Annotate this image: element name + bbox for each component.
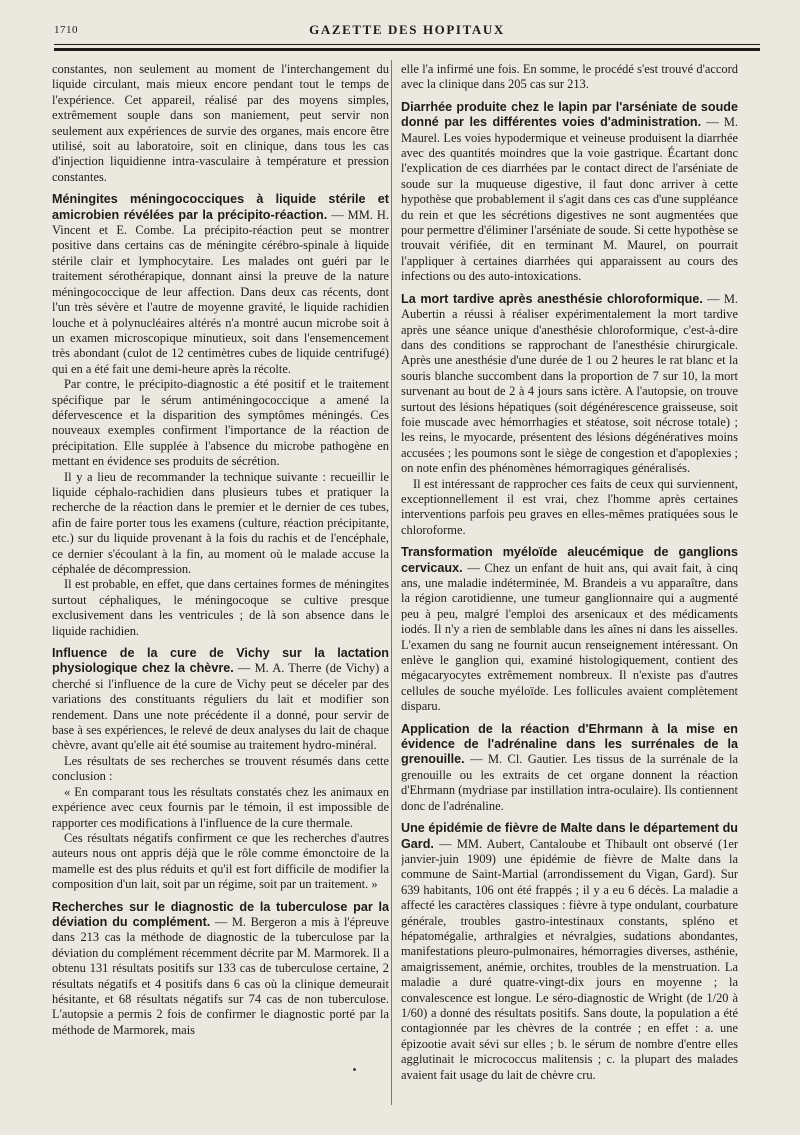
article-fievre-malte bbox=[401, 821, 738, 1083]
page-header bbox=[54, 22, 760, 42]
article-title: Une épidémie de fièvre de Malte dans le département du Gard. bbox=[401, 821, 738, 851]
article-paragraph: Il est intéressant de rapprocher ces faits de ceux qui surviennent, exceptionnellement il est vrai, chez l'homme après certaines interventions parfois peu graves en elles-mêmes pratiquées sous le chloroforme. bbox=[401, 476, 738, 537]
article-lead: — M. Bergeron a mis à l'épreuve dans 213 cas la méthode de diagnostic de la tuberculose par la déviation du complément récemment décrite par M. Marmorek. Il a obtenu 131 résultats positifs sur 133 cas de tuberculose certaine, 2 résultats négatifs et 4 positifs dans 6 cas où la clinique demeurait hésitante, et 68 résultats négatifs sur 74 cas de non tuberculose. L'autopsie a permis 2 fois de confirmer le diagnostic porté par la méthode de Marmorek, mais bbox=[52, 914, 389, 1037]
article-title: Influence de la cure de Vichy sur la lactation physiologique chez la chèvre. bbox=[52, 646, 389, 676]
article-lead: — MM. H. Vincent et E. Combe. La précipito-réaction peut se montrer positive dans certains cas de méningite cérébro-spinale à liquide stérile clair et lymphocytaire. Les malades ont guéri par le traitement sérothérapique, donnant ainsi la preuve de la nature méningococcique de leur affection. Dans deux cas récents, dont l'un très sévère et l'autre de moyenne gravité, le liquide rachidien louche et à polynucléaires altérés n'a montré aucun microbe soit à un examen microscopique minutieux, soit dans l'ensemencement très abondant (culot de 12 centimètres cubes de liquide centrifugé) qui en a été fait une demi-heure après la récolte. bbox=[52, 207, 389, 376]
article-lead: — MM. Aubert, Cantaloube et Thibault ont observé (1er janvier-juin 1909) une épidémie de fièvre de Malte dans la commune de Saint-Martial (arrondissement du Vigan, Gard). Sur 639 habitants, 106 ont été frappés ; il y a eu 6 décès. La maladie a affecté les caractères classiques : fièvre à type ondulant, courbature générale, troubles gastro-intestinaux constants, spléno et hépatomégalie, arthralgies et névralgies, sudations abondantes, manifestations pleuro-pulmonaires, hémorragies diverses, asthénie, amaigrissement, anémie, orchites, troubles de la menstruation. La maladie a duré quatre-vingt-dix jours en moyenne ; la convalescence est longue. Le séro-diagnostic de Wright (de 1/20 à 1/60) a donné des résultats positifs. Sans doute, la population a été contagionnée par les chèvres de la contrée ; en effet : a. une épizootie avait sévi sur elles ; b. le sérum de nombre d'entre elles agglutinait le micrococcus malitensis ; c. la plupart des malades avaient fait usage du lait de chèvre cru. bbox=[401, 836, 738, 1082]
article-diarrhee bbox=[401, 100, 738, 285]
print-speck bbox=[353, 1068, 356, 1071]
journal-title: GAZETTE DES HOPITAUX bbox=[309, 22, 505, 37]
right-intro-paragraph: elle l'a infirmé une fois. En somme, le procédé s'est trouvé d'accord avec la clinique dans 205 cas sur 213. bbox=[401, 62, 738, 92]
article-title: Diarrhée produite chez le lapin par l'arséniate de soude donné par les différentes voies d'administration. bbox=[401, 99, 738, 130]
article-title: Méningites méningococciques à liquide stérile et amicrobien révélées par la précipito-réaction. bbox=[52, 192, 389, 222]
article-title: Transformation myéloïde aleucémique de ganglions cervicaux. bbox=[401, 545, 738, 575]
article-title: Recherches sur le diagnostic de la tuberculose par la déviation du complément. bbox=[52, 899, 389, 929]
article-paragraph: Il y a lieu de recommander la technique suivante : recueillir le liquide céphalo-rachidien dans plusieurs tubes et pratiquer la recherche de la réaction dans le premier et le dernier de ces tubes, afin de faire porter tous les examens (culture, réaction précipitante, etc.) sur du liquide provenant à la fois du rachis et de l'encéphale, ce dernier s'écoulant à la fin, au moment où le malade accuse la céphalée de décompression. bbox=[52, 469, 389, 576]
left-column bbox=[52, 62, 389, 1102]
left-intro-paragraph: constantes, non seulement au moment de l'interchangement du liquide circulant, mais mieux encore pendant tout le temps de l'expérience. Cet appareil, réalisé par des moyens simples, extrêmement souple dans son maniement, peut servir non seulement aux expériences de survie des organes, mais encore être utilisé, soit au laboratoire, soit en clinique, dans tous les cas d'injection liquidienne intra-vasculaire à température et pression constantes. bbox=[52, 62, 389, 184]
article-title: La mort tardive après anesthésie chloroformique. bbox=[401, 291, 703, 306]
article-vichy bbox=[52, 646, 389, 893]
article-paragraph: Il est probable, en effet, que dans certaines formes de méningites surtout céphaliques, le méningocoque se cultive presque exclusivement dans les ventricules ; de là son absence dans le liquide rachidien. bbox=[52, 577, 389, 638]
page-number: 1710 bbox=[54, 24, 78, 36]
article-lead: — M. A. Therre (de Vichy) a cherché si l'influence de la cure de Vichy peut se déceler par des variations des constituants réguliers du lait et modifier son rendement. Dans une note précédente il a donné, pour servir de base à ses expériences, le relevé de deux analyses du lait de chaque chèvre, avant qu'elle ait été soumise au traitement hydro-minéral. bbox=[52, 661, 389, 753]
article-paragraph: « En comparant tous les résultats constatés chez les animaux en expérience avec ceux fournis par le témoin, il est impossible de rapporter ces modifications à l'influence de la cure thermale. bbox=[52, 784, 389, 830]
right-column bbox=[401, 62, 738, 1102]
article-transformation-myeloide bbox=[401, 545, 738, 714]
header-rule-thick bbox=[54, 48, 760, 51]
article-lead: — M. Aubertin a réussi à réaliser expérimentalement la mort tardive après une séance unique d'anesthésie chloroformique, c'est-à-dire dans des conditions se rapprochant de l'anesthésie chirurgicale. Après une anesthésie d'une durée de 1 ou 2 heures le rat blanc et la souris blanche succombent dans la proportion de 7 sur 10, la mort survenant au bout de 2 à 4 jours sans ictère. A l'autopsie, on trouve surtout des lésions hépatiques (soit dégénérescence graisseuse, soit foie muscade avec hémorrhagies et stéatose, soit nécrose totale) ; les reins, le myocarde, présentent des lésions dégénératives moins accusées ; les poumons sont le siège de congestion et d'apoplexies ; on note enfin des phénomènes hémorragiques généralisés. bbox=[401, 291, 738, 476]
article-tuberculose bbox=[52, 900, 389, 1039]
article-title: Application de la réaction d'Ehrmann à la mise en évidence de l'adrénaline dans les surrénales de la grenouille. bbox=[401, 721, 738, 767]
article-ehrmann bbox=[401, 722, 738, 814]
article-meningites bbox=[52, 192, 389, 639]
article-lead: — Chez un enfant de huit ans, qui avait fait, à cinq ans, une maladie indéterminée, M. Brandeis a vu apparaître, dans la région carotidienne, une tumeur ganglionnaire qui a augmenté peu à peu, malgré l'emploi des arsenicaux et des médicaments iodés. Il n'y a rien de semblable dans les aînes ni dans les aisselles. L'examen du sang ne fournit aucun renseignement intéressant. On enlève le ganglion qui, examiné histologiquement, contient des mégacaryocytes extrêmement nombreux. Il n'existe pas d'autres cellules de souche myéloïde. Les follicules avaient complètement disparu. bbox=[401, 560, 738, 714]
article-paragraph: Par contre, le précipito-diagnostic a été positif et le traitement spécifique par le sérum antiméningococcique a amené la défervescence et la disparition des symptômes méningés. Ces nouveaux exemples confirment l'importance de la réaction de précipitation. Elle supplée à l'absence du microbe pathogène en mettant en évidence ses produits de sécrétion. bbox=[52, 377, 389, 469]
header-rule-thin bbox=[54, 44, 760, 45]
article-paragraph: Ces résultats négatifs confirment ce que les recherches d'autres auteurs nous ont appris déjà que le rôle comme émonctoire de la mamelle est des plus réduits et qu'il est fort difficile de modifier la composition d'un lait, soit par un régime, soit par un traitement. » bbox=[52, 830, 389, 892]
article-paragraph: Les résultats de ses recherches se trouvent résumés dans cette conclusion : bbox=[52, 753, 389, 784]
article-lead: — M. Cl. Gautier. Les tissus de la surrénale de la grenouille ou les extraits de cet organe donnent la réaction d'Ehrmann (mydriase par instillation intra-oculaire). Ils contiennent donc de l'adrénaline. bbox=[401, 752, 738, 813]
article-mort-tardive bbox=[401, 292, 738, 539]
column-divider bbox=[391, 60, 392, 1105]
article-lead: — M. Maurel. Les voies hypodermique et veineuse produisent la diarrhée avec des quantités moindres que la voie gastrique. Écartant donc l'explication de ces diarrhées par le contact direct de l'arséniate de soude sur la muqueuse digestive, il faut donc arriver à cette hypothèse que probablement il s'agit dans ces cas d'une suppléance du rein et que les sécrétions digestives ne sont augmentées que pour permettre d'éliminer l'arséniate de soude. Si cette hypothèse se trouvait vérifiée, dit en terminant M. Maurel, on pourrait l'appliquer à certaines diarrhées qui apparaissent au cours des infections ou des auto-intoxications. bbox=[401, 115, 738, 284]
